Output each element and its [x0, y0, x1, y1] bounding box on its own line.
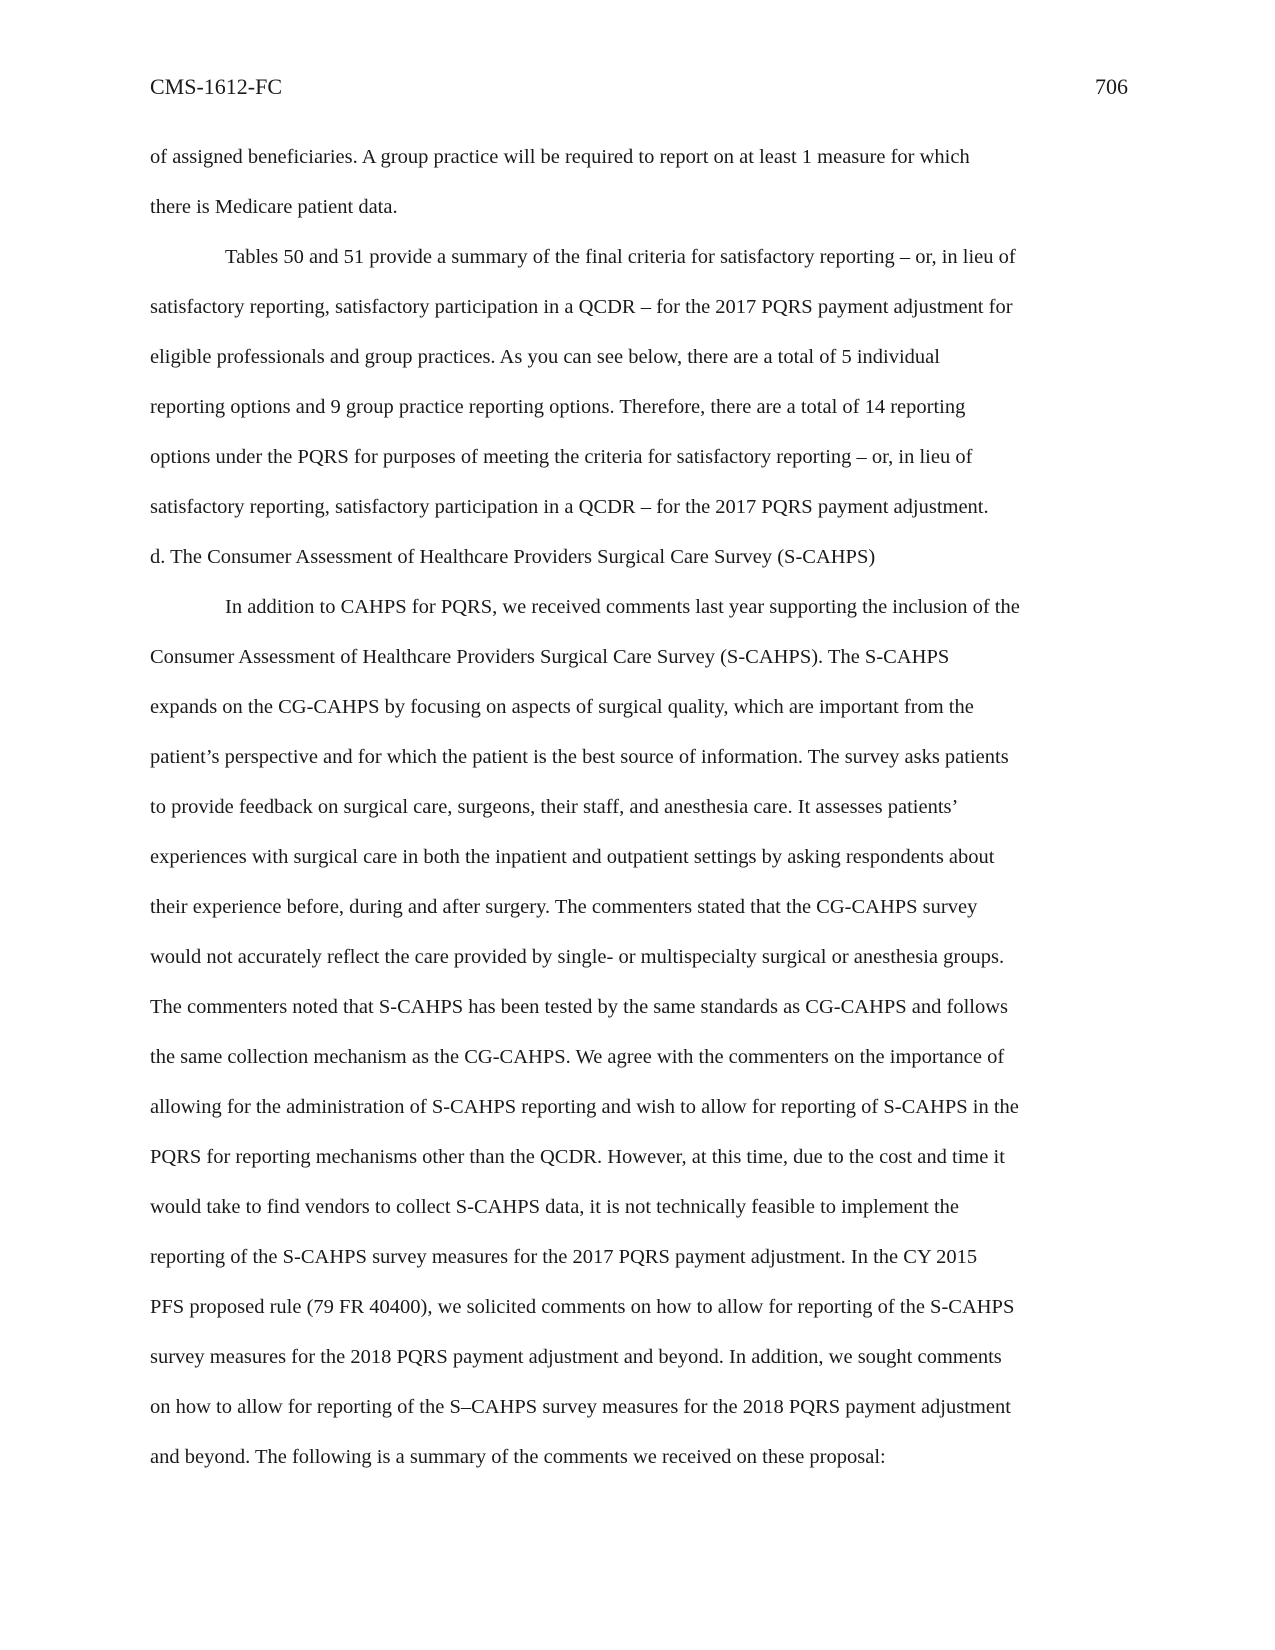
text-line: PQRS for reporting mechanisms other than the QCDR. However, at this time, due to the cost and time it [150, 1146, 1005, 1168]
section-heading: d. The Consumer Assessment of Healthcare Providers Surgical Care Survey (S-CAHPS) [150, 546, 876, 568]
text-line: Consumer Assessment of Healthcare Providers Surgical Care Survey (S-CAHPS). The S-CAHPS [150, 646, 950, 668]
text-line: on how to allow for reporting of the S–CAHPS survey measures for the 2018 PQRS payment adjustment [150, 1396, 1011, 1418]
text-line: there is Medicare patient data. [150, 196, 398, 218]
document-id: CMS-1612-FC [150, 74, 283, 99]
text-line: and beyond. The following is a summary of the comments we received on these proposal: [150, 1446, 886, 1468]
text-line: options under the PQRS for purposes of meeting the criteria for satisfactory reporting – or, in lieu of [150, 446, 973, 468]
text-line: allowing for the administration of S-CAHPS reporting and wish to allow for reporting of S-CAHPS in the [150, 1096, 1019, 1118]
text-line: would take to find vendors to collect S-CAHPS data, it is not technically feasible to implement the [150, 1196, 960, 1218]
page-number: 706 [1095, 74, 1128, 99]
text-line: would not accurately reflect the care provided by single- or multispecialty surgical or anesthesia groups. [150, 946, 1005, 968]
text-line: reporting of the S-CAHPS survey measures for the 2017 PQRS payment adjustment. In the CY 2015 [150, 1246, 978, 1268]
text-line: the same collection mechanism as the CG-CAHPS. We agree with the commenters on the importance of [150, 1046, 1005, 1068]
text-line: their experience before, during and after surgery. The commenters stated that the CG-CAHPS survey [150, 896, 978, 918]
text-line: PFS proposed rule (79 FR 40400), we solicited comments on how to allow for reporting of the S-CAHPS [150, 1296, 1015, 1318]
text-line: eligible professionals and group practices. As you can see below, there are a total of 5 individual [150, 346, 940, 368]
text-line: of assigned beneficiaries. A group practice will be required to report on at least 1 measure for which [150, 146, 970, 168]
text-line: reporting options and 9 group practice reporting options. Therefore, there are a total of 14 reporting [150, 396, 966, 418]
text-line: satisfactory reporting, satisfactory participation in a QCDR – for the 2017 PQRS payment adjustment. [150, 496, 989, 518]
text-line: expands on the CG-CAHPS by focusing on aspects of surgical quality, which are important from the [150, 696, 974, 718]
text-line: to provide feedback on surgical care, surgeons, their staff, and anesthesia care. It assesses patients’ [150, 796, 959, 818]
text-line: experiences with surgical care in both the inpatient and outpatient settings by asking respondents about [150, 846, 995, 868]
text-line: The commenters noted that S-CAHPS has been tested by the same standards as CG-CAHPS and follows [150, 996, 1009, 1018]
paragraph-first-line: Tables 50 and 51 provide a summary of the final criteria for satisfactory reporting – or, in lieu of [225, 246, 1016, 268]
text-line: satisfactory reporting, satisfactory participation in a QCDR – for the 2017 PQRS payment adjustment for [150, 296, 1013, 318]
text-line: patient’s perspective and for which the patient is the best source of information. The survey asks patients [150, 746, 1009, 768]
paragraph-first-line: In addition to CAHPS for PQRS, we received comments last year supporting the inclusion of the [225, 596, 1020, 618]
text-line: survey measures for the 2018 PQRS payment adjustment and beyond. In addition, we sought comments [150, 1346, 1002, 1368]
